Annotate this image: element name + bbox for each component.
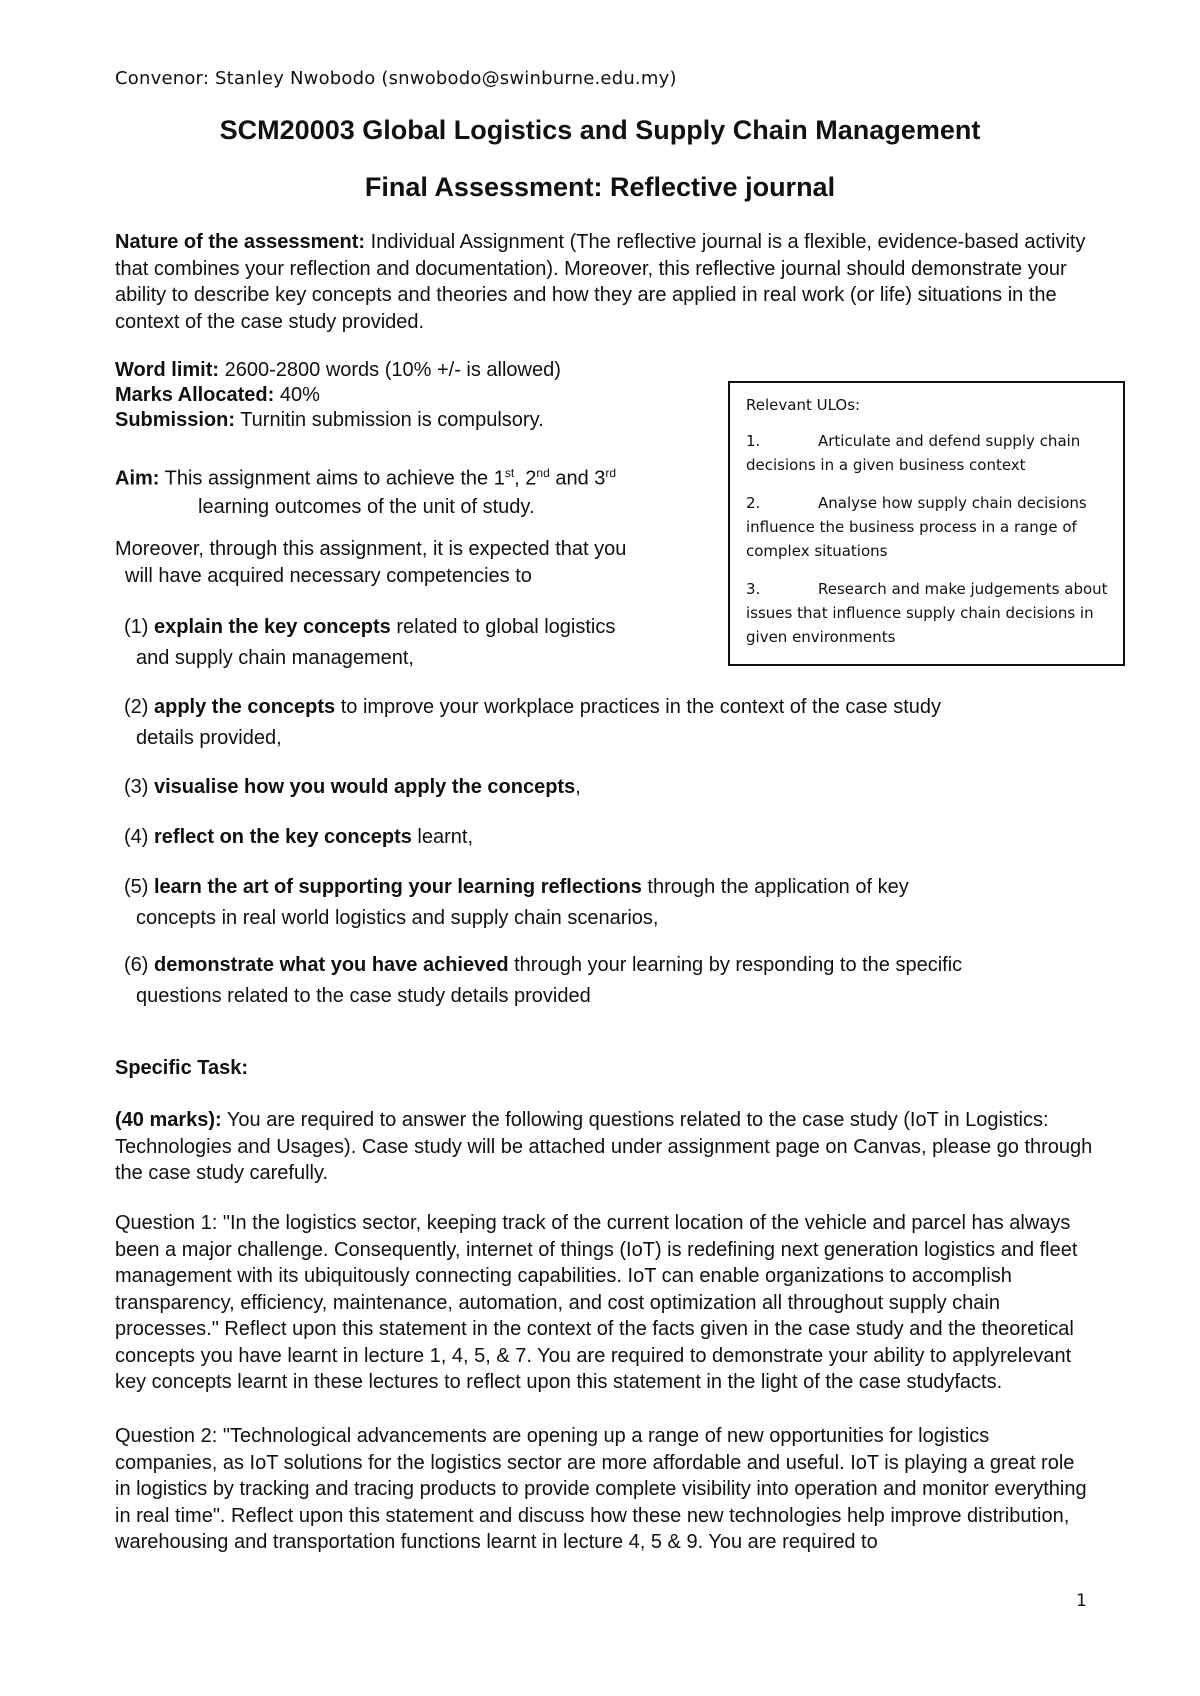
- word-limit-value: 2600-2800 words (10% +/- is allowed): [219, 359, 561, 381]
- ulo-item: [746, 429, 1113, 477]
- competency-bold: learn the art of supporting your learning reflections: [154, 876, 642, 898]
- aim-paragraph: [115, 459, 715, 521]
- competency-num: (6): [124, 954, 154, 976]
- marks-value: 40%: [274, 384, 320, 406]
- competency-item: [124, 612, 684, 674]
- ulo-cont: influence the business process in a range of complex situations: [746, 518, 1077, 560]
- submission: [115, 408, 544, 433]
- ulo-heading: Relevant ULOs:: [746, 396, 861, 414]
- aim-sup-2: nd: [536, 466, 550, 480]
- ulo-cont: decisions in a given business context: [746, 456, 1026, 474]
- word-limit-label: Word limit:: [115, 359, 220, 381]
- word-limit: [115, 358, 561, 383]
- aim-sup-3: rd: [605, 466, 617, 480]
- competency-cont: questions related to the case study details provided: [136, 985, 591, 1007]
- page-number: 1: [1076, 1591, 1087, 1611]
- competency-rest: to improve your workplace practices in the context of the case study: [335, 696, 942, 718]
- submission-label: Submission:: [115, 409, 236, 431]
- ulo-cont: issues that influence supply chain decisions in given environments: [746, 604, 1094, 646]
- ulo-item: [746, 491, 1113, 563]
- competency-cont: and supply chain management,: [136, 647, 414, 669]
- aim-text-a: This assignment aims to achieve the 1: [159, 467, 505, 490]
- task-intro-text: You are required to answer the following questions related to the case study (IoT in Logistics: Technologies and Usages). Case study will be attached under assignment page on Canvas, please go through the case study carefully.: [115, 1109, 1093, 1184]
- competency-rest: through the application of key: [641, 876, 909, 898]
- task-intro: [115, 1107, 1095, 1187]
- ulo-item: [746, 577, 1113, 649]
- competency-item: [124, 692, 1084, 754]
- competency-num: (1): [124, 616, 154, 638]
- competency-rest: learnt,: [411, 826, 474, 848]
- aim-text-d: learning outcomes of the unit of study.: [198, 495, 535, 518]
- relevant-ulos-box: [728, 381, 1125, 666]
- ulo-num: 1.: [746, 432, 761, 450]
- competency-item: [124, 822, 1084, 853]
- competency-bold: reflect on the key concepts: [154, 826, 412, 848]
- competency-num: (2): [124, 696, 154, 718]
- nature-label: Nature of the assessment:: [115, 231, 366, 253]
- submission-value: Turnitin submission is compulsory.: [235, 409, 544, 431]
- competency-cont: concepts in real world logistics and supply chain scenarios,: [136, 907, 659, 929]
- competency-bold: demonstrate what you have achieved: [154, 954, 509, 976]
- nature-paragraph: [115, 229, 1095, 335]
- question-2: Question 2: "Technological advancements are opening up a range of new opportunities for logistics companies, as IoT solutions for the logistics sector are more affordable and useful. IoT is playing a great role in logistics by tracking and tracing products to provide complete visibility into operation and monitor everything in real time". Reflect upon this statement and discuss how these new technologies help improve distribution, warehousing and transportation functions learnt in lecture 4, 5 & 9. You are required to: [115, 1425, 1087, 1553]
- marks-allocated: [115, 383, 320, 408]
- competency-bold: explain the key concepts: [154, 616, 391, 638]
- task-marks-label: (40 marks):: [115, 1109, 222, 1131]
- competency-bold: visualise how you would apply the concepts: [154, 776, 576, 798]
- moreover-paragraph: [115, 536, 695, 590]
- moreover-line-1: Moreover, through this assignment, it is expected that you: [115, 538, 627, 560]
- competency-num: (5): [124, 876, 154, 898]
- competency-rest: ,: [575, 776, 581, 798]
- aim-label: Aim:: [115, 467, 160, 490]
- competency-rest: through your learning by responding to the specific: [508, 954, 963, 976]
- convenor-line: Convenor: Stanley Nwobodo (snwobodo@swinburne.edu.my): [115, 68, 677, 89]
- aim-text-b: , 2: [514, 467, 537, 490]
- aim-text-c: and 3: [549, 467, 606, 490]
- aim-sup-1: st: [504, 466, 515, 480]
- ulo-text: Research and make judgements about: [818, 580, 1108, 598]
- competency-item: [124, 950, 1084, 1012]
- specific-task-heading: Specific Task:: [115, 1057, 249, 1079]
- competency-cont: details provided,: [136, 727, 282, 749]
- ulo-num: 2.: [746, 494, 761, 512]
- marks-label: Marks Allocated:: [115, 384, 275, 406]
- question-1: Question 1: "In the logistics sector, keeping track of the current location of the vehicle and parcel has always been a major challenge. Consequently, internet of things (IoT) is redefining next generation logistics and fleet management with its ubiquitously connecting capabilities. IoT can enable organizations to accomplish transparency, efficiency, maintenance, automation, and cost optimization all throughout supply chain processes." Reflect upon this statement in the context of the facts given in the case study and the theoretical concepts you have learnt in lecture 1, 4, 5, & 7. You are required to demonstrate your ability to applyrelevant key concepts learnt in these lectures to reflect upon this statement in the light of the case studyfacts.: [115, 1212, 1078, 1393]
- competency-item: [124, 872, 1084, 934]
- competency-item: [124, 772, 1084, 803]
- competency-num: (3): [124, 776, 154, 798]
- competency-num: (4): [124, 826, 154, 848]
- moreover-line-2: will have acquired necessary competencies to: [125, 565, 532, 587]
- ulo-num: 3.: [746, 580, 761, 598]
- document-title: SCM20003 Global Logistics and Supply Chain Management: [219, 115, 981, 145]
- competency-rest: related to global logistics: [390, 616, 616, 638]
- ulo-text: Analyse how supply chain decisions: [818, 494, 1087, 512]
- nature-text: Individual Assignment (The reflective journal is a flexible, evidence-based activity that combines your reflection and documentation). Moreover, this reflective journal should demonstrate your ability to describe key concepts and theories and how they are applied in real work (or life) situations in the context of the case study provided.: [115, 231, 1086, 333]
- document-subtitle: Final Assessment: Reflective journal: [364, 172, 836, 202]
- competency-bold: apply the concepts: [154, 696, 336, 718]
- ulo-text: Articulate and defend supply chain: [818, 432, 1081, 450]
